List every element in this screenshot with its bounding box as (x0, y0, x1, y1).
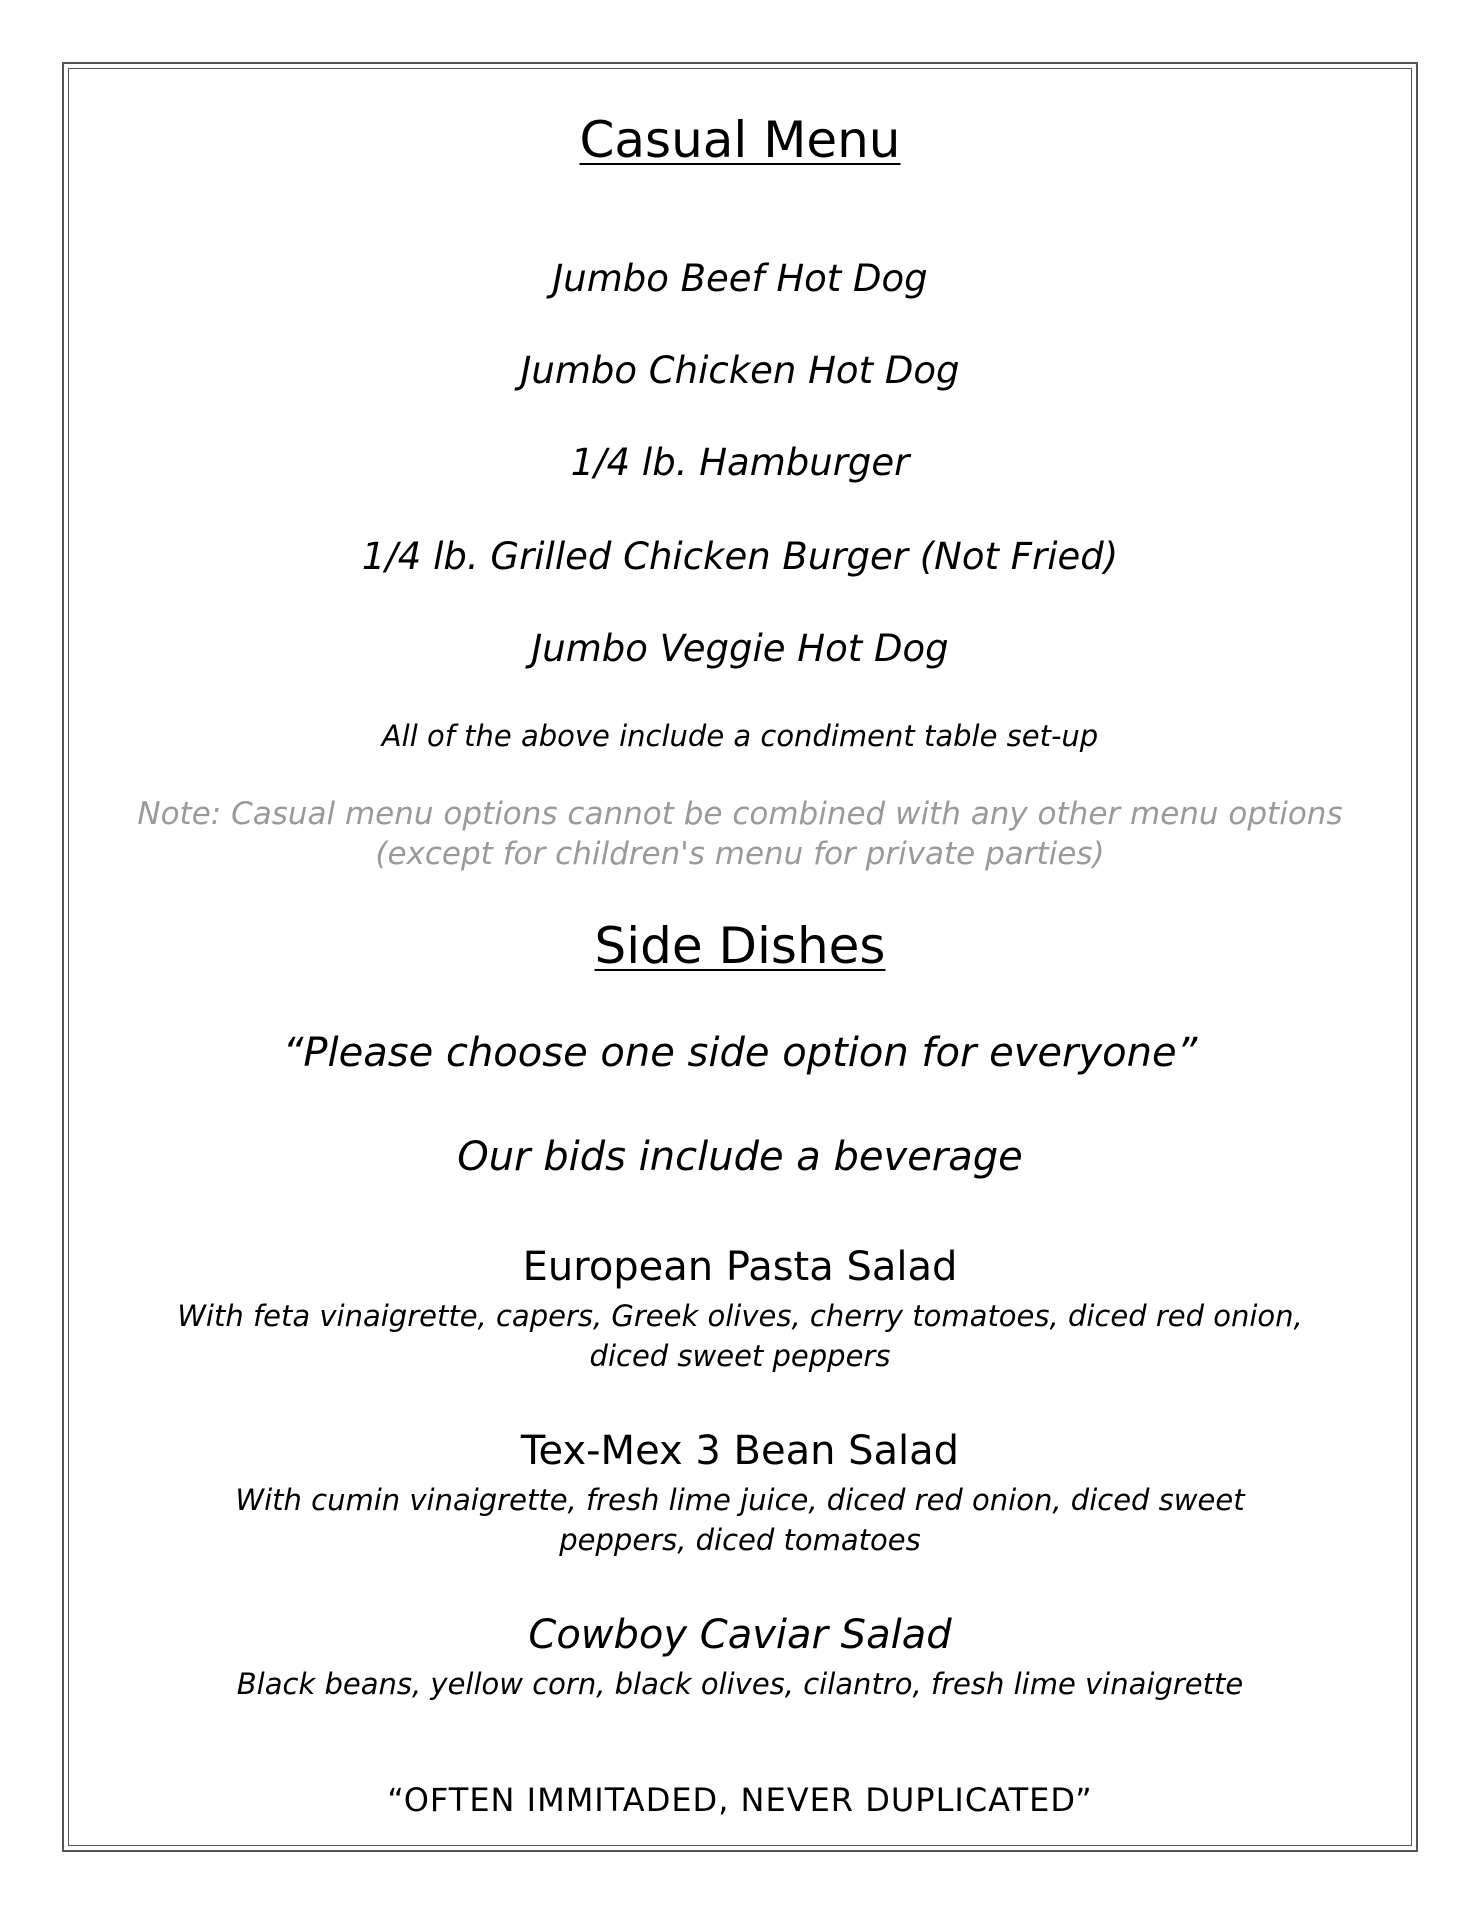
casual-menu-note-exception: (except for children's menu for private parties) (375, 836, 1105, 872)
side-dish-description: With feta vinaigrette, capers, Greek olives, cherry tomatoes, diced red onion, diced sweet peppers (177, 1299, 1303, 1373)
beverage-note: Our bids include a beverage (457, 1134, 1023, 1180)
side-dish-name: Tex-Mex 3 Bean Salad (520, 1428, 960, 1474)
side-dish-description: Black beans, yellow corn, black olives, cilantro, fresh lime vinaigrette (236, 1667, 1244, 1701)
menu-item: 1/4 lb. Hamburger (570, 441, 910, 484)
menu-item: Jumbo Veggie Hot Dog (531, 627, 949, 670)
menu-item: 1/4 lb. Grilled Chicken Burger (Not Fried) (361, 535, 1119, 578)
side-choice-prompt: “Please choose one side option for everyone” (282, 1030, 1198, 1076)
casual-menu-title: Casual Menu (579, 111, 901, 169)
side-dish-description: With cumin vinaigrette, fresh lime juice, diced red onion, diced sweet peppers, diced tomatoes (235, 1483, 1245, 1557)
side-dish-name: Cowboy Caviar Salad (528, 1612, 952, 1658)
condiment-note: All of the above include a condiment table set-up (381, 719, 1099, 753)
slogan: “OFTEN IMMITADED, NEVER DUPLICATED” (387, 1781, 1093, 1819)
menu-item: Jumbo Beef Hot Dog (552, 257, 928, 300)
side-dishes-title: Side Dishes (594, 917, 886, 975)
side-dish-name: European Pasta Salad (522, 1244, 958, 1290)
casual-menu-note: Note: Casual menu options cannot be combined with any other menu options (137, 796, 1343, 832)
menu-item: Jumbo Chicken Hot Dog (520, 349, 960, 392)
